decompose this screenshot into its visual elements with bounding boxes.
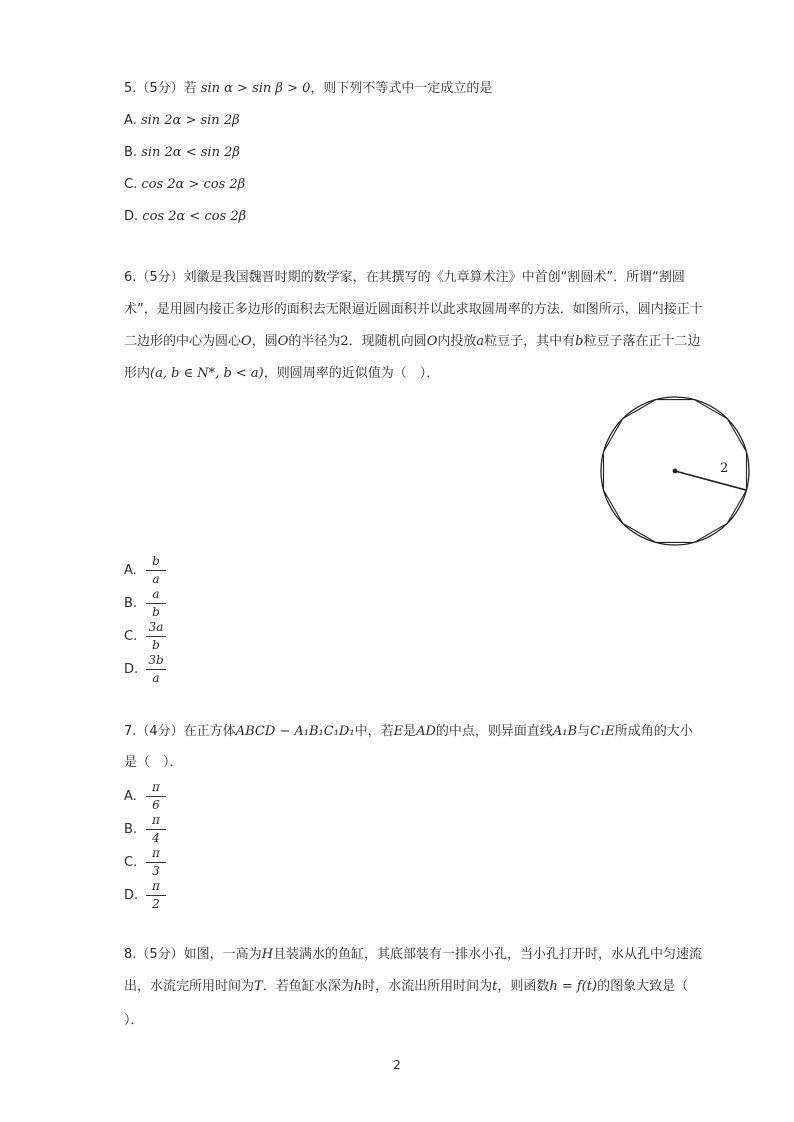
q5-option-b: B. sin 2α < sin 2β bbox=[124, 145, 240, 160]
q6-stem-line-4: 形内(a, b ∈ N*, b < a)，则圆周率的近似值为（ ）． bbox=[124, 366, 440, 381]
q8-stem-line-1: 8.（5分）如图，一高为H且装满水的鱼缸，其底部装有一排水小孔，当小孔打开时，水从孔中匀速流 bbox=[124, 947, 703, 962]
q5-option-a: A. sin 2α > sin 2β bbox=[124, 113, 240, 128]
q6-stem-line-3: 二边形的中心为圆心O，圆O的半径为2．现随机向圆O内投放a粒豆子，其中有b粒豆子落在正十二边 bbox=[124, 334, 701, 349]
circle-dodecagon-figure bbox=[596, 394, 756, 554]
q7-stem-line-1: 7.（4分）在正方体ABCD − A₁B₁C₁D₁中，若E是AD的中点，则异面直线A₁B与C₁E所成角的大小 bbox=[124, 724, 693, 739]
q5-stem-math: sin α > sin β > 0 bbox=[200, 81, 311, 96]
radius-label: 2 bbox=[720, 461, 729, 476]
radius-line bbox=[675, 471, 747, 490]
page-number: 2 bbox=[393, 1058, 401, 1072]
q6-stem-line-2: 术”，是用圆内接正多边形的面积去无限逼近圆面积并以此求取圆周率的方法．如图所示，圆内接正十 bbox=[124, 302, 703, 317]
q8-stem-line-2: 出，水流完所用时间为T．若鱼缸水深为h时，水流出所用时间为t，则函数h = f(t)的图象大致是（ bbox=[124, 979, 689, 994]
q6-stem-line-1: 6.（5分）刘徽是我国魏晋时期的数学家，在其撰写的《九章算术注》中首创“割圆术”．所谓“割圆 bbox=[124, 270, 685, 285]
q8-stem-line-3: ）． bbox=[124, 1013, 144, 1028]
q5-stem: 5.（5分）若 sin α > sin β > 0，则下列不等式中一定成立的是 bbox=[124, 81, 493, 96]
center-point bbox=[673, 469, 678, 474]
q5-option-d: D. cos 2α < cos 2β bbox=[124, 209, 247, 224]
q7-stem-line-2: 是（ ）． bbox=[124, 755, 183, 770]
q5-option-c: C. cos 2α > cos 2β bbox=[124, 177, 246, 192]
